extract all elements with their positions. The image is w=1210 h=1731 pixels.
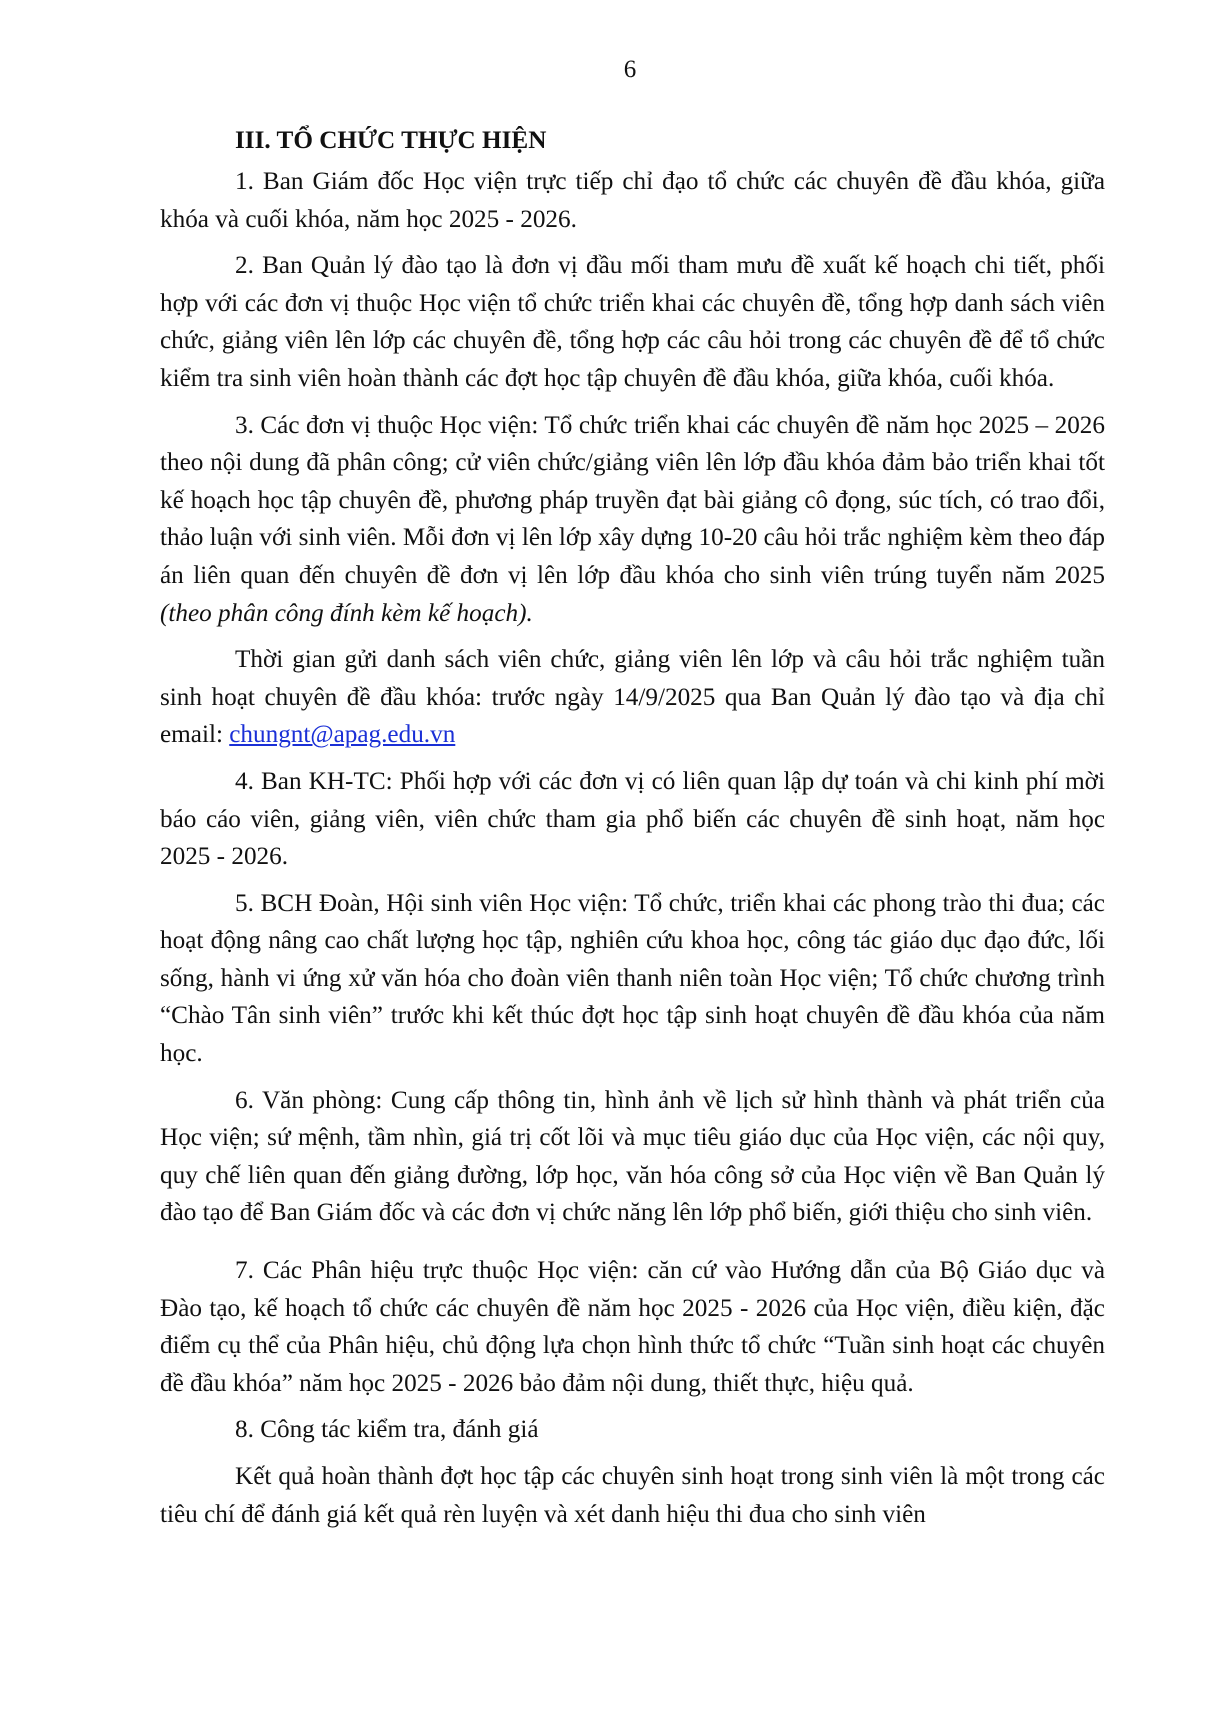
page-number: 6 (623, 56, 637, 83)
paragraph-item-8: 8. Công tác kiểm tra, đánh giá (235, 1416, 539, 1444)
paragraph-deadline-text: Thời gian gửi danh sách viên chức, giảng viên lên lớp và câu hỏi trắc nghiệm tuần sinh hoạt chuyên đề đầu khóa: trước ngày 14/9/2025 qua Ban Quản lý đào tạo và địa chỉ email: (160, 646, 1105, 749)
assignment-note: (theo phân công đính kèm kế hoạch). (160, 599, 533, 627)
paragraph-item-6: 6. Văn phòng: Cung cấp thông tin, hình ảnh về lịch sử hình thành và phát triển của Học viện; sứ mệnh, tầm nhìn, giá trị cốt lõi và mục tiêu giáo dục của Học viện, các nội quy, quy chế liên quan đến giảng đường, lớp học, văn hóa công sở của Học viện về Ban Quản lý đào tạo để Ban Giám đốc và các đơn vị chức năng lên lớp phổ biến, giới thiệu cho sinh viên. (160, 1086, 1105, 1227)
paragraph-item-4: 4. Ban KH-TC: Phối hợp với các đơn vị có liên quan lập dự toán và chi kinh phí mời báo cáo viên, giảng viên, viên chức tham gia phổ biến các chuyên đề sinh hoạt, năm học 2025 - 2026. (160, 767, 1105, 871)
email-link[interactable]: chungnt@apag.edu.vn (229, 721, 456, 749)
paragraph-item-3-text: 3. Các đơn vị thuộc Học viện: Tổ chức triển khai các chuyên đề năm học 2025 – 2026 theo nội dung đã phân công; cử viên chức/giảng viên lên lớp đầu khóa đảm bảo triển khai tốt kế hoạch học tập chuyên đề, phương pháp truyền đạt bài giảng cô đọng, súc tích, có trao đổi, thảo luận với sinh viên. Mỗi đơn vị lên lớp xây dựng 10-20 câu hỏi trắc nghiệm kèm theo đáp án liên quan đến chuyên đề đơn vị lên lớp đầu khóa cho sinh viên trúng tuyển năm 2025 (160, 411, 1105, 589)
paragraph-item-3 (160, 407, 1105, 633)
paragraph-item-1: 1. Ban Giám đốc Học viện trực tiếp chỉ đạo tổ chức các chuyên đề đầu khóa, giữa khóa và cuối khóa, năm học 2025 - 2026. (160, 168, 1105, 233)
document-body (160, 122, 1105, 1542)
section-heading: III. TỔ CHỨC THỰC HIỆN (235, 127, 547, 154)
paragraph-item-2: 2. Ban Quản lý đào tạo là đơn vị đầu mối tham mưu đề xuất kế hoạch chi tiết, phối hợp với các đơn vị thuộc Học viện tổ chức triển khai các chuyên đề, tổng hợp danh sách viên chức, giảng viên lên lớp các chuyên đề, tổng hợp các câu hỏi trong các chuyên đề để tổ chức kiểm tra sinh viên hoàn thành các đợt học tập chuyên đề đầu khóa, giữa khóa, cuối khóa. (160, 252, 1105, 392)
paragraph-evaluation: Kết quả hoàn thành đợt học tập các chuyên sinh hoạt trong sinh viên là một trong các tiêu chí để đánh giá kết quả rèn luyện và xét danh hiệu thi đua cho sinh viên (160, 1463, 1105, 1528)
paragraph-deadline (160, 641, 1105, 754)
paragraph-item-7: 7. Các Phân hiệu trực thuộc Học viện: căn cứ vào Hướng dẫn của Bộ Giáo dục và Đào tạo, kế hoạch tổ chức các chuyên đề năm học 2025 - 2026 của Học viện, điều kiện, đặc điểm cụ thể của Phân hiệu, chủ động lựa chọn hình thức tổ chức “Tuần sinh hoạt các chuyên đề đầu khóa” năm học 2025 - 2026 bảo đảm nội dung, thiết thực, hiệu quả. (160, 1257, 1105, 1397)
paragraph-item-5: 5. BCH Đoàn, Hội sinh viên Học viện: Tổ chức, triển khai các phong trào thi đua; các hoạt động nâng cao chất lượng học tập, nghiên cứu khoa học, công tác giáo dục đạo đức, lối sống, hành vi ứng xử văn hóa cho đoàn viên thanh niên toàn Học viện; Tổ chức chương trình “Chào Tân sinh viên” trước khi kết thúc đợt học tập sinh hoạt chuyên đề đầu khóa của năm học. (160, 889, 1105, 1068)
